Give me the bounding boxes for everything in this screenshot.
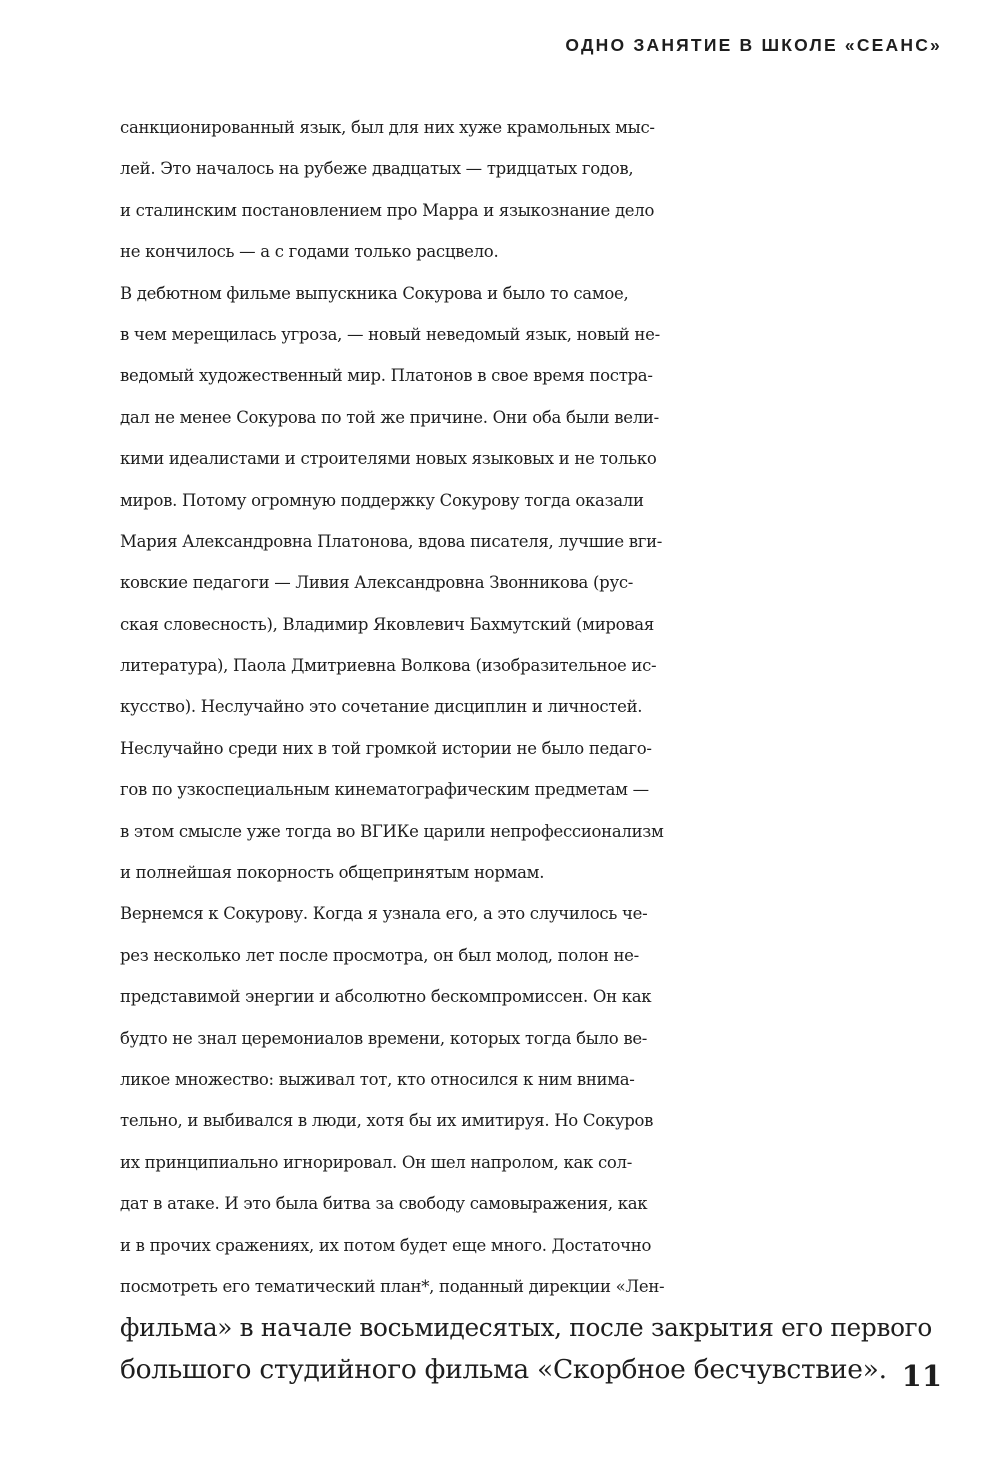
text-line: посмотреть его тематический план*, поданный дирекции «Лен- [120,1276,665,1296]
text-line: их принципиально игнорировал. Он шел напролом, как сол- [120,1152,633,1172]
text-line: рез несколько лет после просмотра, он был молод, полон не- [120,945,639,965]
text-line: гов по узкоспециальным кинематографическим предметам — [120,780,649,800]
text-line: литература), Паола Дмитриевна Волкова (изобразительное ис- [120,656,657,676]
text-line: ликое множество: выживал тот, кто относился к ним внима- [120,1069,635,1089]
text-line: ковские педагоги — Ливия Александровна Звонникова (рус- [120,573,634,593]
text-line: не кончилось — а с годами только расцвело. [120,242,499,262]
text-line: фильма» в начале восьмидесятых, после закрытия его первого [120,1313,932,1343]
text-line: лей. Это началось на рубеже двадцатых — тридцатых годов, [120,159,634,179]
text-line: тельно, и выбивался в люди, хотя бы их имитируя. Но Сокуров [120,1111,654,1131]
text-line: Вернемся к Сокурову. Когда я узнала его, а это случилось че- [120,904,648,924]
text-line: Неслучайно среди них в той громкой истории не было педаго- [120,738,652,758]
text-line: и полнейшая покорность общепринятым нормам. [120,863,545,883]
text-line: в этом смысле уже тогда во ВГИКе царили непрофессионализм [120,821,664,841]
page-number: 11 [901,1359,942,1393]
text-line: дат в атаке. И это была битва за свободу самовыражения, как [120,1194,648,1214]
text-line: будто не знал церемониалов времени, которых тогда было ве- [120,1028,648,1048]
text-line: дал не менее Сокурова по той же причине. Они оба были вели- [120,407,659,427]
text-line: ская словесность), Владимир Яковлевич Бахмутский (мировая [120,614,654,634]
text-line: и в прочих сражениях, их потом будет еще много. Достаточно [120,1235,652,1255]
text-line: в чем мерещилась угроза, — новый неведомый язык, новый не- [120,324,660,344]
running-header: ОДНО ЗАНЯТИЕ В ШКОЛЕ «СЕАНС» [565,35,942,55]
text-line: кими идеалистами и строителями новых языковых и не только [120,449,657,469]
text-line: В дебютном фильме выпускника Сокурова и было то самое, [120,283,629,303]
text-line: миров. Потому огромную поддержку Сокурову тогда оказали [120,490,644,510]
body-text [120,107,932,1390]
text-line: большого студийного фильма «Скорбное бесчувствие». [120,1353,887,1385]
text-line: кусство). Неслучайно это сочетание дисциплин и личностей. [120,697,643,717]
text-line: санкционированный язык, был для них хуже крамольных мыс- [120,118,655,137]
text-line: Мария Александровна Платонова, вдова писателя, лучшие вги- [120,531,663,551]
text-line: ведомый художественный мир. Платонов в свое время постра- [120,366,653,386]
text-line: и сталинским постановлением про Марра и языкознание дело [120,200,655,220]
text-line: представимой энергии и абсолютно бескомпромиссен. Он как [120,987,652,1007]
